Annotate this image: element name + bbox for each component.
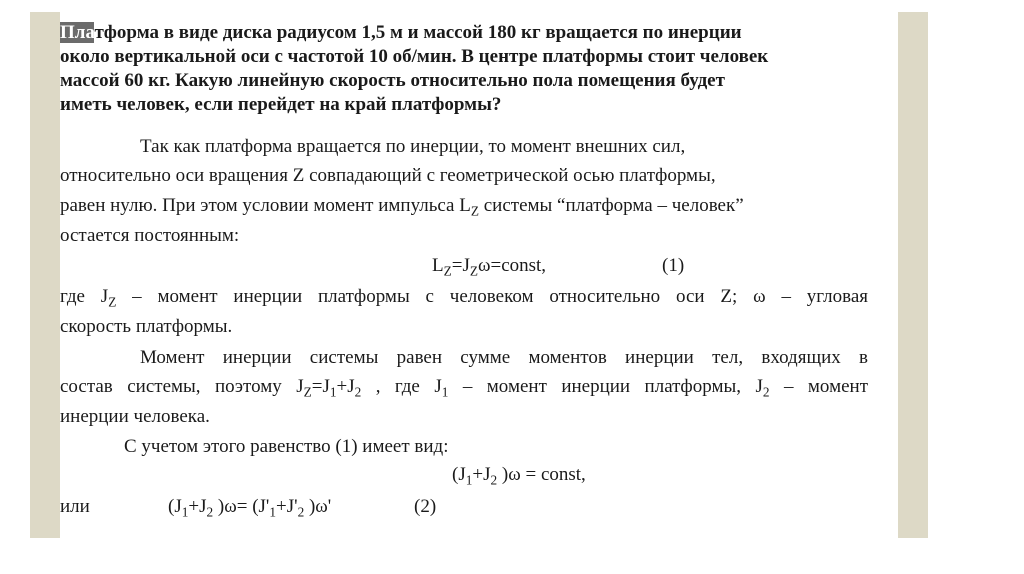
solution-p3-line-2: состав системы, поэтому $J_Z=J_1+J_2$ , где $J_1$ – момент инерции платформы, $J_2$ – момент	[60, 376, 868, 400]
solution-p3-line-3: инерции человека.	[60, 406, 210, 427]
selection-highlight: Пла	[60, 22, 95, 43]
equation-3-number: (2)	[414, 496, 437, 517]
solution-p3-line-1: Момент инерции системы равен сумме моментов инерции тел, входящих в	[140, 347, 868, 368]
equation-1-number: (1)	[662, 255, 685, 276]
solution-p1-line-2: относительно оси вращения Z совпадающий с геометрической осью платформы,	[60, 165, 716, 186]
problem-line-4: иметь человек, если перейдет на край платформы?	[60, 94, 502, 115]
equation-3: ($J_1+J_2$ )$\omega= (J'_1+J'_2$ )ω'	[168, 496, 332, 520]
solution-p2-line-2: скорость платформы.	[60, 316, 233, 337]
slide-content	[60, 12, 898, 538]
problem-line-1: Платформа в виде диска радиусом 1,5 м и массой 180 кг вращается по инерции	[60, 22, 742, 43]
equation-3-lead: или	[60, 496, 90, 517]
solution-p1-line-1: Так как платформа вращается по инерции, то момент внешних сил,	[140, 136, 686, 157]
solution-p1-line-3: равен нулю. При этом условии момент импульса $L_Z$ системы “платформа – человек”	[60, 195, 744, 219]
right-side-strip	[898, 12, 928, 538]
equation-1: $L_Z=J_Z\omega=const$,	[432, 255, 547, 279]
problem-line-3: массой 60 кг. Какую линейную скорость относительно пола помещения будет	[60, 70, 725, 91]
solution-p1-line-4: остается постоянным:	[60, 225, 240, 246]
problem-line-2: около вертикальной оси с частотой 10 об/мин. В центре платформы стоит человек	[60, 46, 769, 67]
left-side-strip	[30, 12, 60, 538]
solution-p4-line-1: С учетом этого равенство (1) имеет вид:	[124, 436, 449, 457]
equation-2: ($J_1+J_2$ )ω = const,	[452, 464, 586, 488]
solution-p2-line-1: где $J_Z$ – момент инерции платформы с человеком относительно оси Z; ω – угловая	[60, 286, 868, 310]
